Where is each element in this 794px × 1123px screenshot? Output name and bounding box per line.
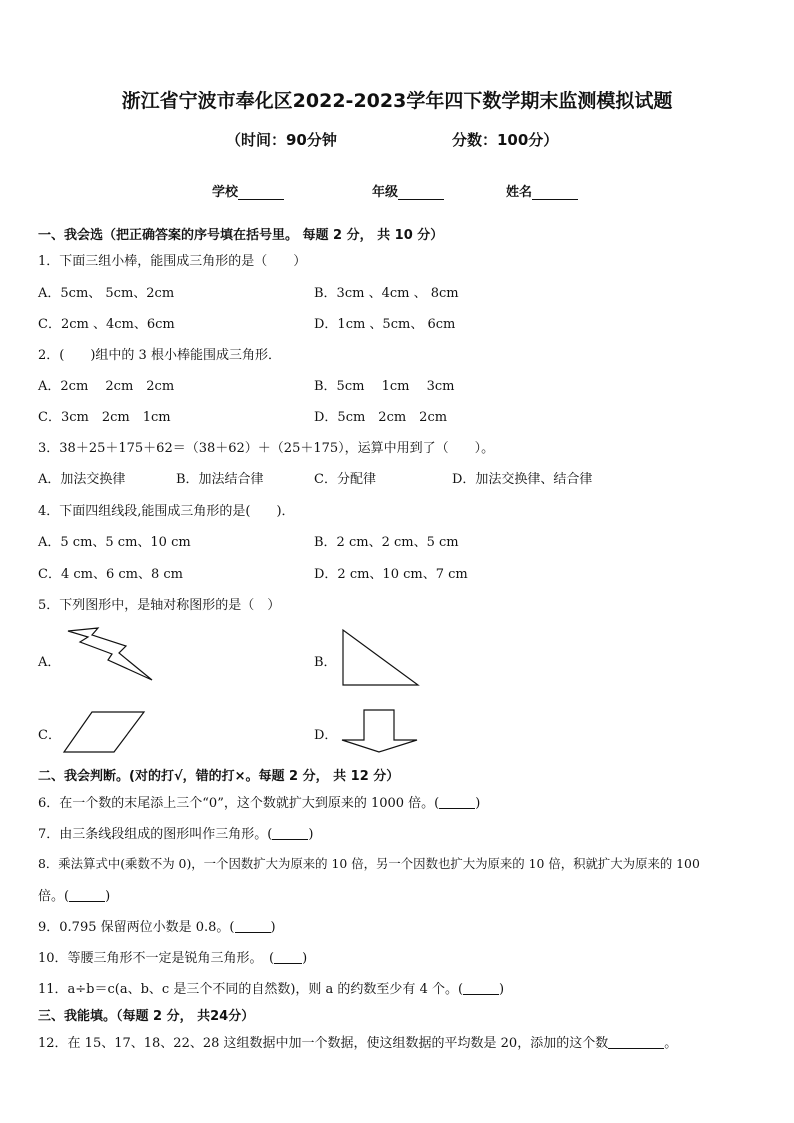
question-11	[38, 978, 504, 997]
q12-text: 12．在 15、17、18、22、28 这组数据中加一个数据，使这组数据的平均数是 20，添加的这个数	[38, 1036, 609, 1051]
q4-option-d[interactable]: D．2 cm、10 cm、7 cm	[314, 567, 468, 582]
q12-answer-blank[interactable]	[608, 1036, 664, 1049]
section-1-heading: 一、我会选（把正确答案的序号填在括号里。 每题 2 分， 共 10 分）	[38, 228, 444, 243]
question-12	[38, 1032, 677, 1051]
q6-text: 6．在一个数的末尾添上三个“0”，这个数就扩大到原来的 1000 倍。(	[38, 796, 440, 811]
question-3: 3．38＋25＋175＋62＝（38＋62）＋（25＋175），运算中用到了（ ）。	[38, 441, 495, 456]
q2-option-b[interactable]: B．5cm 1cm 3cm	[314, 379, 455, 394]
q11-close: )	[499, 982, 505, 997]
q7-text: 7．由三条线段组成的图形叫作三角形。(	[38, 827, 273, 842]
q4-option-c[interactable]: C．4 cm、6 cm、8 cm	[38, 567, 183, 582]
q1-option-c[interactable]: C．2cm 、4cm、6cm	[38, 317, 175, 332]
section-3-heading: 三、我能填。（每题 2 分， 共24分）	[38, 1009, 255, 1024]
parallelogram-figure	[62, 710, 146, 754]
q3-option-d[interactable]: D．加法交换律、结合律	[452, 472, 593, 487]
q12-period: 。	[664, 1036, 678, 1051]
exam-time: （时间：90分钟	[226, 131, 337, 149]
right-triangle-figure	[340, 628, 422, 688]
q1-option-b[interactable]: B．3cm 、4cm 、 8cm	[314, 286, 459, 301]
question-4: 4．下面四组线段,能围成三角形的是( )．	[38, 504, 295, 519]
school-blank[interactable]	[238, 185, 284, 200]
q1-option-d[interactable]: D．1cm 、5cm、 6cm	[314, 317, 456, 332]
q4-option-b[interactable]: B．2 cm、2 cm、5 cm	[314, 535, 459, 550]
q3-option-a[interactable]: A．加法交换律	[38, 472, 126, 487]
q7-answer-blank[interactable]	[272, 827, 308, 840]
school-field[interactable]	[212, 181, 284, 200]
q3-option-b[interactable]: B．加法结合律	[176, 472, 264, 487]
q2-option-a[interactable]: A．2cm 2cm 2cm	[38, 379, 175, 394]
q6-answer-blank[interactable]	[439, 796, 475, 809]
q11-text: 11．a÷b＝c(a、b、c 是三个不同的自然数)，则 a 的约数至少有 4 个。(	[38, 982, 464, 997]
q7-close: )	[308, 827, 314, 842]
section-2-heading: 二、我会判断。(对的打√，错的打×。每题 2 分， 共 12 分）	[38, 769, 400, 784]
q10-answer-blank[interactable]	[274, 951, 302, 964]
grade-field[interactable]	[372, 181, 444, 200]
school-label: 学校	[212, 185, 239, 200]
q5-option-c[interactable]: C．	[38, 728, 61, 743]
down-arrow-figure	[340, 708, 420, 754]
exam-score: 分数：100分）	[452, 131, 559, 149]
q4-option-a[interactable]: A．5 cm、5 cm、10 cm	[38, 535, 191, 550]
question-1: 1．下面三组小棒，能围成三角形的是（ ）	[38, 254, 307, 269]
question-9	[38, 916, 276, 935]
q9-text: 9．0.795 保留两位小数是 0.8。(	[38, 920, 235, 935]
q2-option-c[interactable]: C．3cm 2cm 1cm	[38, 410, 171, 425]
name-label: 姓名	[506, 185, 533, 200]
exam-title: 浙江省宁波市奉化区2022-2023学年四下数学期末监测模拟试题	[121, 90, 673, 112]
q8-close: )	[105, 889, 111, 904]
q1-option-a[interactable]: A．5cm、 5cm、2cm	[38, 286, 175, 301]
question-6	[38, 792, 480, 811]
q5-option-b[interactable]: B．	[314, 655, 337, 670]
question-8-line2	[38, 885, 110, 904]
q6-close: )	[475, 796, 481, 811]
q3-option-c[interactable]: C．分配律	[314, 472, 376, 487]
q10-text: 10．等腰三角形不一定是锐角三角形。 (	[38, 951, 275, 966]
q10-close: )	[302, 951, 308, 966]
name-blank[interactable]	[532, 185, 578, 200]
q9-close: )	[270, 920, 276, 935]
q8-answer-blank[interactable]	[69, 889, 105, 902]
question-5: 5．下列图形中，是轴对称图形的是（ ）	[38, 598, 281, 613]
q5-option-d[interactable]: D．	[314, 728, 338, 743]
grade-label: 年级	[372, 185, 399, 200]
question-7	[38, 823, 313, 842]
q8-text: 倍。(	[38, 889, 70, 904]
question-8-line1: 8．乘法算式中(乘数不为 0)，一个因数扩大为原来的 10 倍，另一个因数也扩大为原来的 10 倍，积就扩大为原来的 100	[38, 856, 700, 871]
grade-blank[interactable]	[398, 185, 444, 200]
q11-answer-blank[interactable]	[463, 982, 499, 995]
q2-option-d[interactable]: D．5cm 2cm 2cm	[314, 410, 448, 425]
q5-option-a[interactable]: A．	[38, 655, 61, 670]
lightning-bolt-figure	[62, 627, 156, 683]
name-field[interactable]	[506, 181, 578, 200]
question-2: 2．( )组中的 3 根小棒能围成三角形．	[38, 348, 281, 363]
question-10	[38, 947, 307, 966]
q9-answer-blank[interactable]	[235, 920, 271, 933]
